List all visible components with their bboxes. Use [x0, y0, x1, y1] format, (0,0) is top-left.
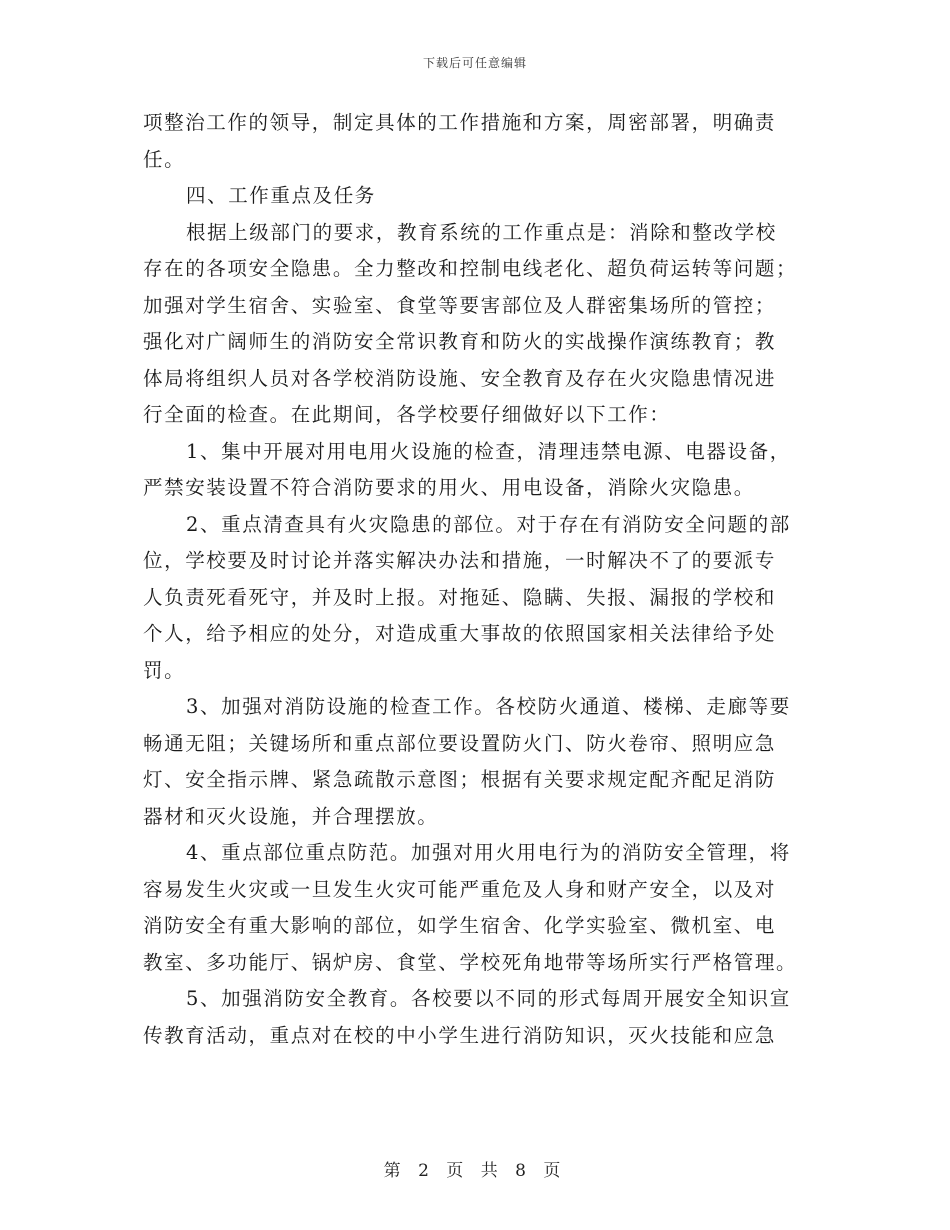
- page-number: 第 2 页 共 8 页: [383, 1161, 567, 1181]
- section-heading: 四、工作重点及任务: [186, 184, 376, 207]
- body-line: 教室、多功能厅、锅炉房、食堂、学校死角地带等场所实行严格管理。: [143, 950, 798, 974]
- body-line: 传教育活动，重点对在校的中小学生进行消防知识，灭火技能和应急: [143, 1023, 777, 1047]
- body-line: 体局将组织人员对各学校消防设施、安全教育及存在火灾隐患情况进: [143, 366, 777, 390]
- body-line: 个人，给予相应的处分，对造成重大事故的依照国家相关法律给予处: [143, 622, 777, 645]
- body-line: 5、加强消防安全教育。各校要以不同的形式每周开展安全知识宣: [186, 987, 791, 1010]
- body-line: 项整治工作的领导，制定具体的工作措施和方案，周密部署，明确责: [143, 111, 777, 134]
- body-line: 2、重点清查具有火灾隐患的部位。对于存在有消防安全问题的部: [186, 512, 791, 536]
- body-line: 灯、安全指示牌、紧急疏散示意图；根据有关要求规定配齐配足消防: [143, 768, 777, 791]
- body-line: 强化对广阔师生的消防安全常识教育和防火的实战操作演练教育；教: [143, 330, 777, 353]
- body-line: 人负责死看死守，并及时上报。对拖延、隐瞒、失报、漏报的学校和: [143, 585, 777, 609]
- body-line: 位，学校要及时讨论并落实解决办法和措施，一时解决不了的要派专: [143, 549, 777, 572]
- body-line: 器材和灭火设施，并合理摆放。: [143, 804, 439, 828]
- body-line: 畅通无阻；关键场所和重点部位要设置防火门、防火卷帘、照明应急: [143, 731, 777, 755]
- body-line: 罚。: [143, 658, 186, 682]
- body-line: 4、重点部位重点防范。加强对用火用电行为的消防安全管理，将: [186, 841, 791, 864]
- body-line: 存在的各项安全隐患。全力整改和控制电线老化、超负荷运转等问题；: [143, 257, 798, 280]
- document-body: [143, 105, 811, 1054]
- body-line: 严禁安装设置不符合消防要求的用火、用电设备，消除火灾隐患。: [143, 476, 755, 499]
- body-line: 3、加强对消防设施的检查工作。各校防火通道、楼梯、走廊等要: [186, 695, 791, 718]
- body-line: 行全面的检查。在此期间，各学校要仔细做好以下工作：: [143, 403, 671, 426]
- body-line: 1、集中开展对用电用火设施的检查，清理违禁电源、电器设备，: [186, 439, 791, 463]
- body-line: 加强对学生宿舍、实验室、食堂等要害部位及人群密集场所的管控；: [143, 293, 777, 317]
- body-line: 根据上级部门的要求，教育系统的工作重点是：消除和整改学校: [186, 220, 777, 244]
- body-line: 容易发生火灾或一旦发生火灾可能严重危及人身和财产安全，以及对: [143, 877, 777, 901]
- body-line: 消防安全有重大影响的部位，如学生宿舍、化学实验室、微机室、电: [143, 914, 777, 937]
- body-line: 任。: [143, 147, 186, 171]
- page-header: 下载后可任意编辑: [422, 56, 527, 70]
